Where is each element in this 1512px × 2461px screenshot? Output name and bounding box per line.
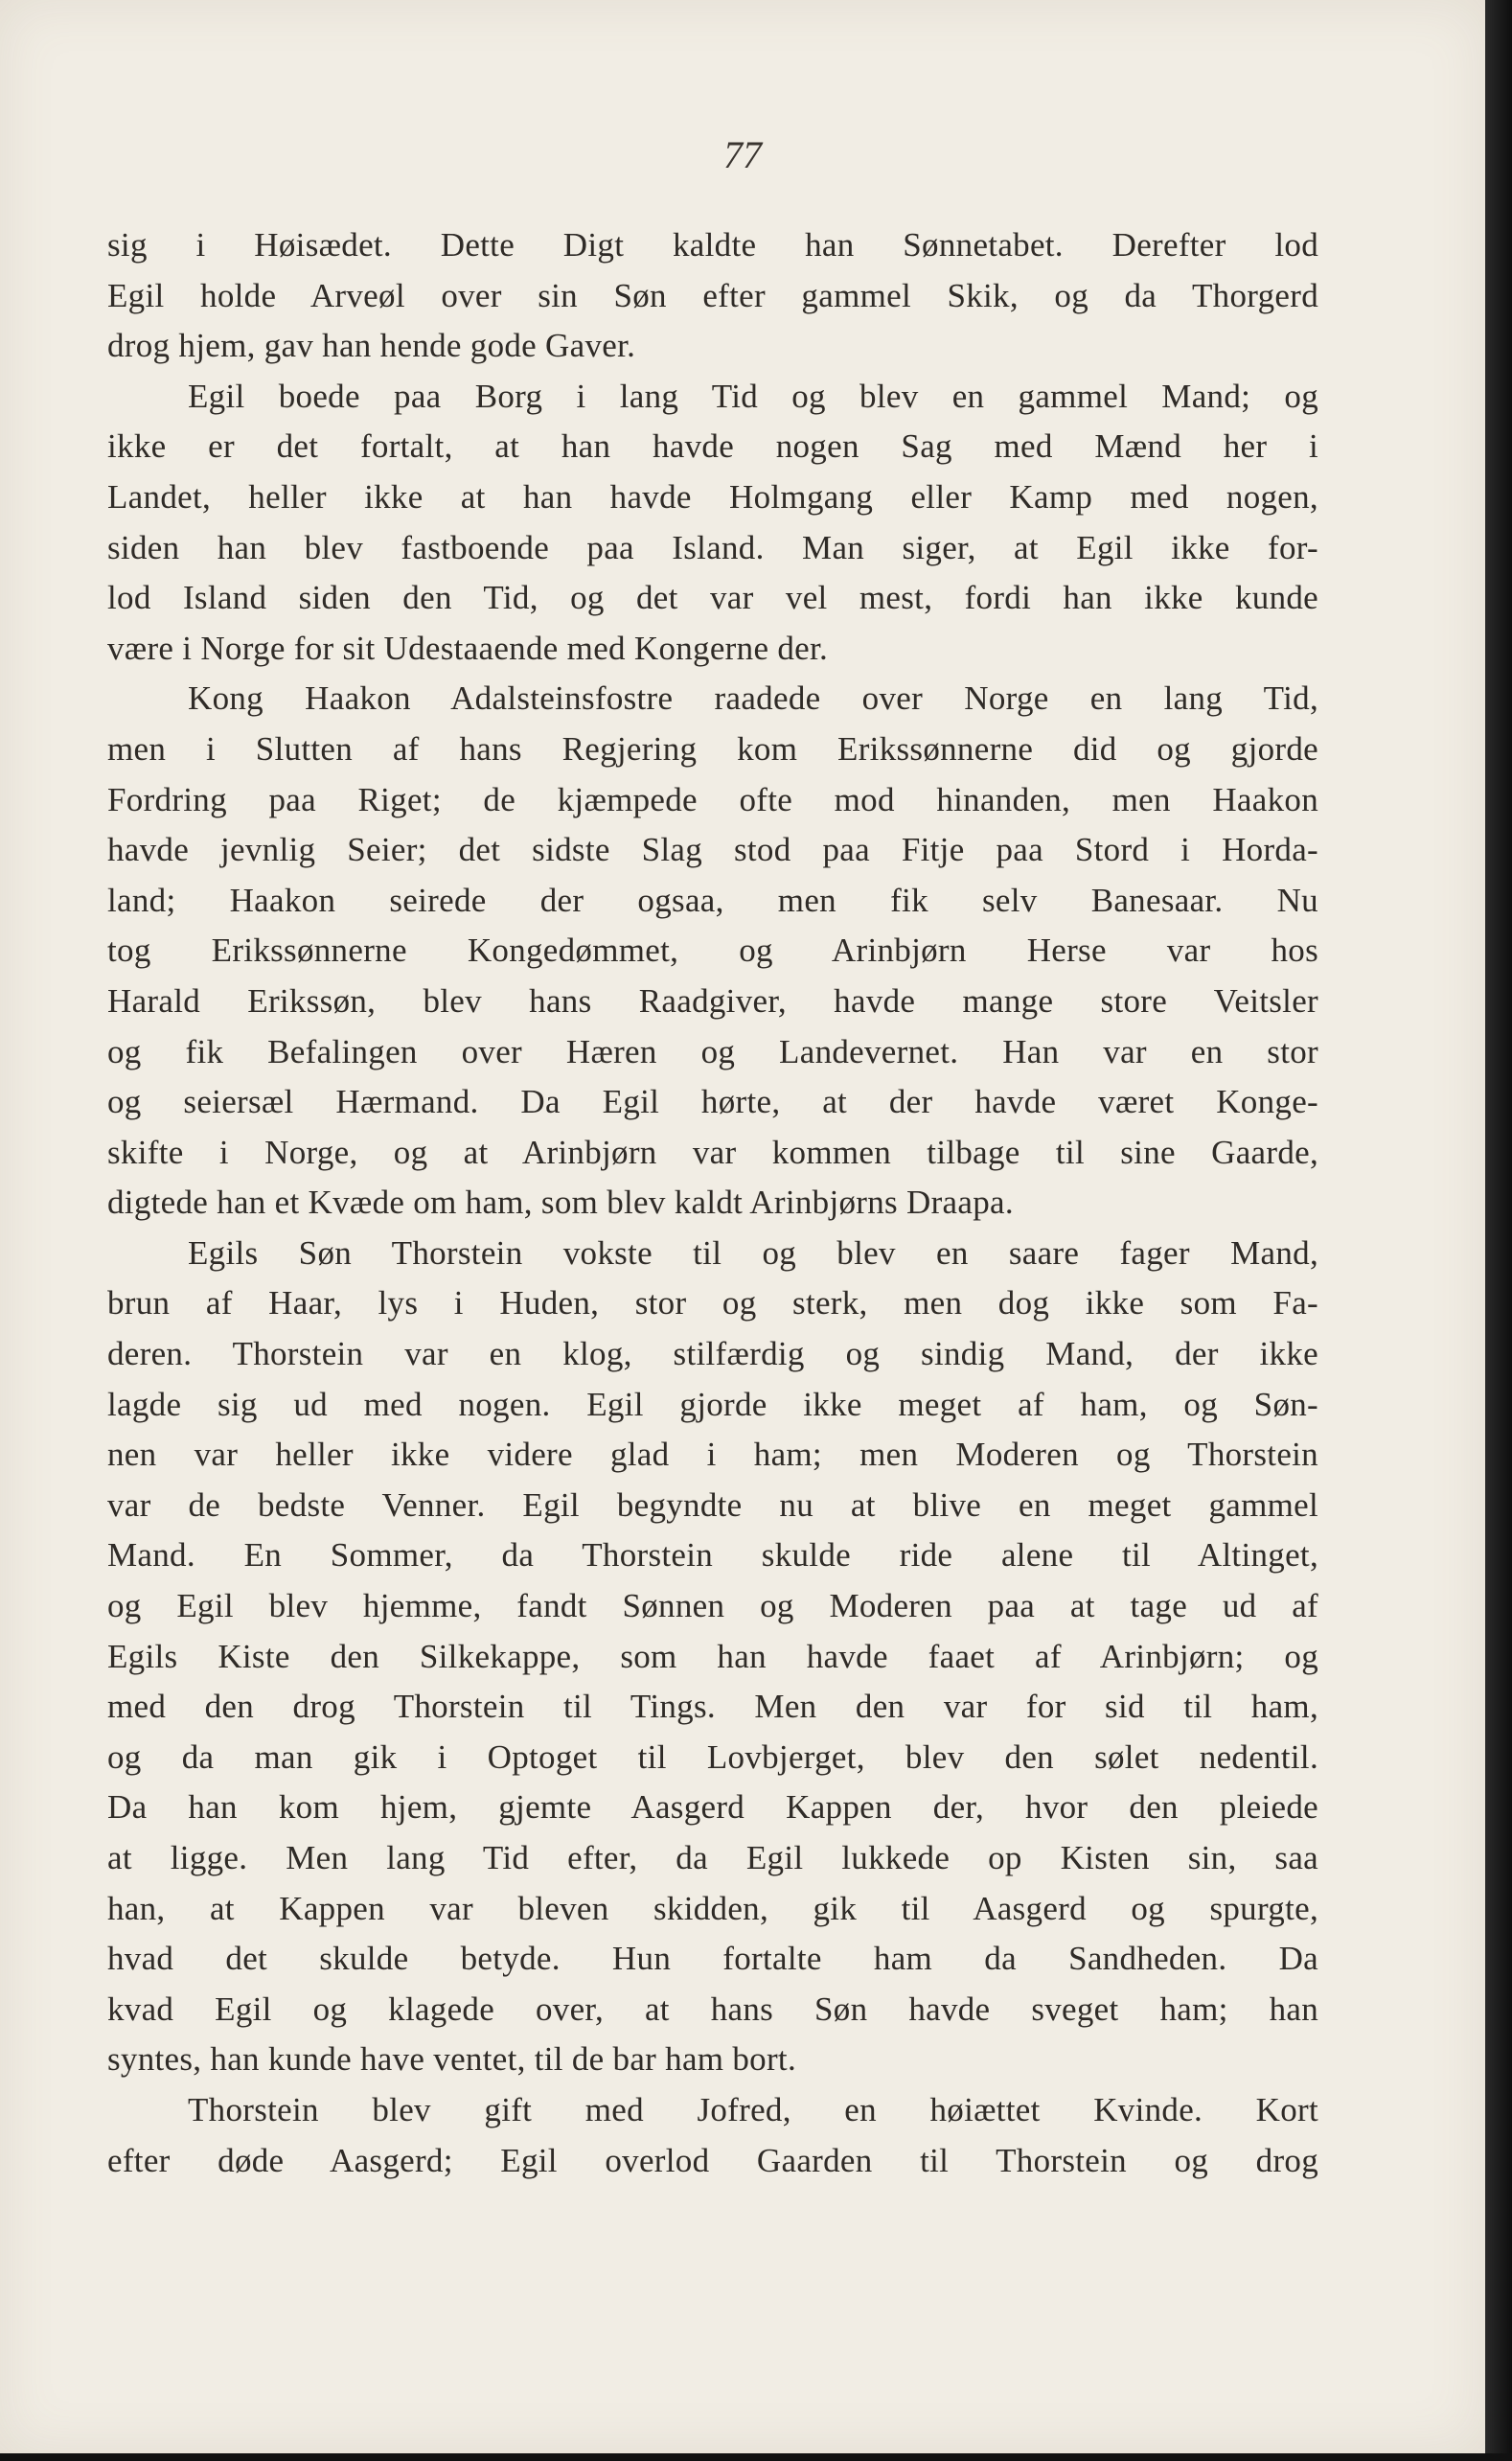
text-line: og fik Befalingen over Hæren og Landevernet. Han var en stor: [107, 1032, 1318, 1070]
text-line: land; Haakon seirede der ogsaa, men fik selv Banesaar. Nu: [107, 881, 1318, 919]
text-line: Harald Erikssøn, blev hans Raadgiver, havde mange store Veitsler: [107, 981, 1318, 1020]
text-line: Egils Søn Thorstein vokste til og blev en saare fager Mand,: [188, 1233, 1318, 1272]
text-line: syntes, han kunde have ventet, til de bar ham bort.: [107, 2040, 796, 2079]
text-line: være i Norge for sit Udestaaende med Kongerne der.: [107, 629, 829, 667]
text-line: Landet, heller ikke at han havde Holmgang eller Kamp med nogen,: [107, 477, 1318, 516]
text-line: Kong Haakon Adalsteinsfostre raadede over Norge en lang Tid,: [188, 679, 1318, 718]
text-line: men i Slutten af hans Regjering kom Erikssønnerne did og gjorde: [107, 729, 1318, 768]
text-line: var de bedste Venner. Egil begyndte nu at blive en meget gammel: [107, 1485, 1318, 1524]
text-line: digtede han et Kvæde om ham, som blev kaldt Arinbjørns Draapa.: [107, 1184, 1014, 1222]
text-line: han, at Kappen var bleven skidden, gik til Aasgerd og spurgte,: [107, 1889, 1318, 1927]
text-line: nen var heller ikke videre glad i ham; men Moderen og Thorstein: [107, 1436, 1318, 1474]
text-line: tog Erikssønnerne Kongedømmet, og Arinbjørn Herse var hos: [107, 932, 1318, 970]
text-line: sig i Høisædet. Dette Digt kaldte han Sønnetabet. Derefter lod: [107, 226, 1318, 264]
text-line: Thorstein blev gift med Jofred, en høiættet Kvinde. Kort: [188, 2090, 1318, 2128]
text-line: og Egil blev hjemme, fandt Sønnen og Moderen paa at tage ud af: [107, 1587, 1318, 1625]
text-line: og seiersæl Hærmand. Da Egil hørte, at der havde været Konge-: [107, 1083, 1318, 1121]
text-line: at ligge. Men lang Tid efter, da Egil lukkede op Kisten sin, saa: [107, 1839, 1318, 1876]
text-line: lod Island siden den Tid, og det var vel mest, fordi han ikke kunde: [107, 579, 1318, 617]
text-line: Mand. En Sommer, da Thorstein skulde ride alene til Altinget,: [107, 1536, 1318, 1575]
text-line: ikke er det fortalt, at han havde nogen Sag med Mænd her i: [107, 427, 1318, 466]
text-line: med den drog Thorstein til Tings. Men den var for sid til ham,: [107, 1688, 1318, 1726]
text-line: Egil boede paa Borg i lang Tid og blev en gammel Mand; og: [188, 377, 1318, 415]
scan-edge-right: [1485, 0, 1512, 2461]
text-line: deren. Thorstein var en klog, stilfærdig og sindig Mand, der ikke: [107, 1335, 1318, 1373]
page-number: 77: [723, 133, 762, 176]
text-line: Egil holde Arveøl over sin Søn efter gammel Skik, og da Thorgerd: [107, 276, 1318, 314]
scan-edge-bottom: [0, 2453, 1512, 2461]
text-line: drog hjem, gav han hende gode Gaver.: [107, 327, 636, 365]
text-line: lagde sig ud med nogen. Egil gjorde ikke meget af ham, og Søn-: [107, 1385, 1318, 1423]
body-text: [107, 220, 1318, 2186]
text-line: brun af Haar, lys i Huden, stor og sterk, men dog ikke som Fa-: [107, 1284, 1318, 1322]
text-line: Fordring paa Riget; de kjæmpede ofte mod hinanden, men Haakon: [107, 780, 1318, 818]
text-line: siden han blev fastboende paa Island. Man siger, at Egil ikke for-: [107, 528, 1318, 566]
text-line: skifte i Norge, og at Arinbjørn var kommen tilbage til sine Gaarde,: [107, 1133, 1318, 1171]
text-line: efter døde Aasgerd; Egil overlod Gaarden til Thorstein og drog: [107, 2141, 1318, 2179]
text-line: kvad Egil og klagede over, at hans Søn havde sveget ham; han: [107, 1990, 1318, 2028]
text-line: Egils Kiste den Silkekappe, som han havde faaet af Arinbjørn; og: [107, 1637, 1318, 1675]
text-line: og da man gik i Optoget til Lovbjerget, blev den sølet nedentil.: [107, 1737, 1318, 1776]
text-line: havde jevnlig Seier; det sidste Slag stod paa Fitje paa Stord i Horda-: [107, 831, 1318, 869]
text-line: hvad det skulde betyde. Hun fortalte ham da Sandheden. Da: [107, 1940, 1318, 1978]
text-line: Da han kom hjem, gjemte Aasgerd Kappen der, hvor den pleiede: [107, 1788, 1318, 1827]
